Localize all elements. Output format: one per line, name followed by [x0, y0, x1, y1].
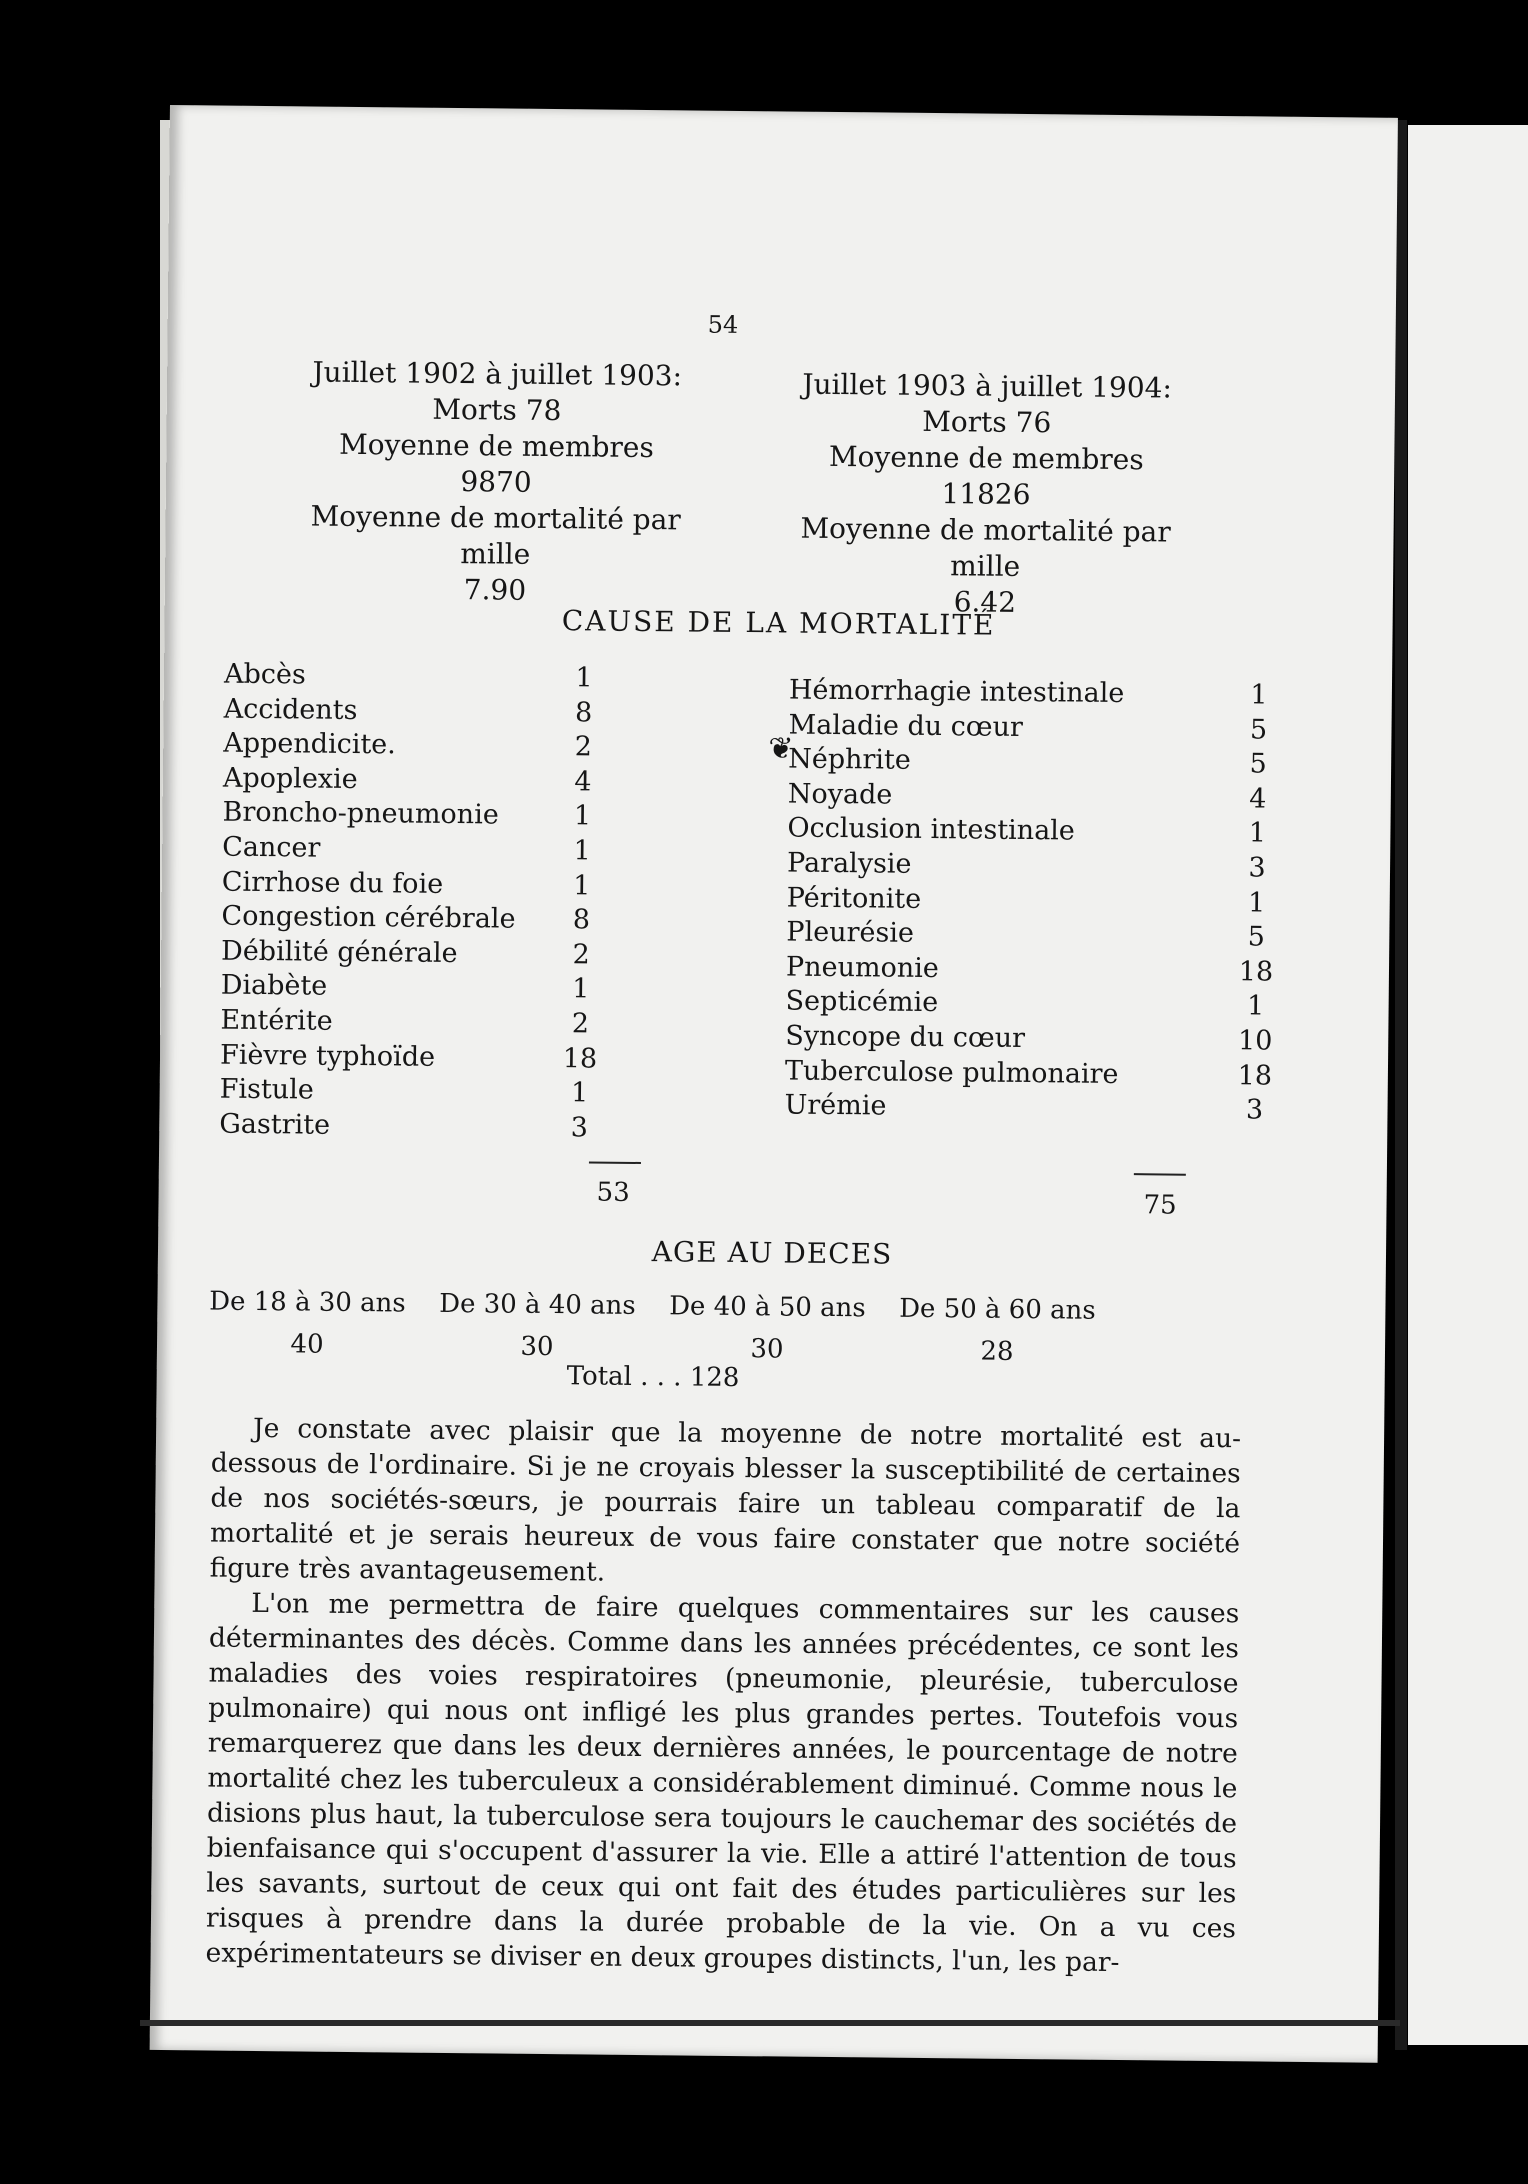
cause-row: Fistule 1 — [219, 1073, 589, 1109]
age-range: De 30 à 40 ans — [439, 1288, 636, 1321]
cause-row: Fièvre typhoïde 18 — [219, 1039, 598, 1075]
deaths-count: Morts 78 — [432, 392, 562, 428]
cause-row: Pneumonie 18 — [785, 951, 1274, 988]
cause-row: Paralysie 3 — [786, 847, 1266, 884]
cause-row: Cancer 1 — [222, 831, 591, 867]
age-count: 30 — [520, 1331, 554, 1363]
cause-row: Broncho-pneumonie 1 — [222, 796, 592, 832]
cause-row: Syncope du cœur 10 — [785, 1020, 1273, 1057]
printers-mark-icon: ❦ — [768, 731, 794, 767]
page-number: 54 — [707, 310, 739, 339]
members-value: 9870 — [460, 465, 532, 499]
mortality-label: Moyenne de mortalité par mille — [800, 511, 1171, 583]
cause-row: Diabète 1 — [220, 969, 590, 1005]
body-text — [205, 1411, 1241, 1982]
cause-row: Gastrite 3 — [219, 1108, 589, 1144]
cause-row: Pleurésie 5 — [786, 916, 1266, 953]
cause-row: Abcès 1 — [223, 658, 593, 694]
age-range: De 40 à 50 ans — [669, 1291, 866, 1324]
mortality-value: 7.90 — [463, 573, 527, 607]
cause-row: Néphrite 5 — [788, 743, 1267, 780]
age-title: AGE AU DECES — [651, 1235, 893, 1271]
age-groups — [188, 1280, 1278, 1367]
cause-row: Accidents 8 — [223, 693, 593, 729]
paragraph: Je constate avec plaisir que la moyenne de notre mortalité est au-dessous de l'ordinaire. Si je ne croyais blesser la susceptibilité de certaines de nos sociétés-sœurs, je pourrais faire un tableau comparatif de la mortalité et je serais heureux de vous faire constater que notre société figure très avantageusement. — [209, 1412, 1242, 1588]
age-count: 30 — [750, 1334, 784, 1365]
stats-1902-1903 — [275, 354, 718, 611]
period-label: Juillet 1903 à juillet 1904: — [802, 367, 1173, 405]
age-count: 28 — [980, 1336, 1014, 1367]
cause-row: Septicémie 1 — [785, 985, 1265, 1022]
cause-row: Tuberculose pulmonaire 18 — [784, 1055, 1273, 1092]
age-count: 40 — [290, 1329, 324, 1360]
deaths-count: Morts 76 — [922, 404, 1052, 440]
paragraph: L'on me permettra de faire quelques commentaires sur les causes déterminantes des décès. Comme dans les années précédentes, ce sont les maladies des voies respiratoires (pneumonie, pleurésie, tuberculose pulmonaire) qui nous ont infligé les plus grandes pertes. Toutefois vous remarquerez que dans les deux dernières années, le pourcentage de notre mortalité chez les tuberculeux a considérablement diminué. Comme nous le disions plus haut, la tuberculose sera toujours le cauchemar des sociétés de bienfaisance qui s'occupent d'assurer la vie. Elle a attiré l'attention de tous les savants, surtout de ceux qui ont fait des études particulières sur les risques à prendre dans la durée probable de la vie. On a vu ces expérimentateurs se diviser en deux groupes distincts, l'un, les par- — [205, 1587, 1240, 1979]
cause-row: Hémorrhagie intestinale 1 — [788, 674, 1268, 711]
members-label: Moyenne de membres — [828, 439, 1144, 477]
age-group — [187, 1280, 428, 1367]
mortality-label: Moyenne de mortalité par mille — [310, 499, 681, 571]
period-label: Juillet 1902 à juillet 1903: — [312, 355, 683, 393]
cause-title: CAUSE DE LA MORTALITÉ — [561, 604, 996, 642]
age-range: De 50 à 60 ans — [898, 1293, 1096, 1326]
sum-rule-right — [1134, 1173, 1186, 1176]
cause-row: Noyade 4 — [787, 778, 1267, 815]
mortality-value: 6.42 — [953, 585, 1017, 619]
age-group — [877, 1287, 1118, 1374]
cause-row: Péritonite 1 — [786, 882, 1266, 919]
cause-row: Apoplexie 4 — [222, 762, 592, 798]
total-left: 53 — [596, 1177, 630, 1208]
cause-row: Urémie 3 — [784, 1089, 1264, 1126]
age-range: De 18 à 30 ans — [209, 1286, 406, 1319]
cause-row: Cirrhose du foie 1 — [221, 866, 591, 902]
document-page — [150, 105, 1398, 2063]
facing-page — [1408, 125, 1528, 2045]
total-right: 75 — [1143, 1190, 1177, 1221]
cause-row: Entérite 2 — [220, 1004, 590, 1040]
members-value: 11826 — [941, 477, 1031, 512]
age-total: Total . . . 128 — [566, 1361, 740, 1394]
cause-row: Appendicite. 2 — [223, 727, 593, 763]
cause-row: Congestion cérébrale 8 — [221, 900, 591, 936]
book-spine — [1395, 120, 1407, 2050]
cause-row: Occlusion intestinale 1 — [787, 812, 1267, 849]
page-bottom-edge — [140, 2020, 1400, 2026]
cause-row: Maladie du cœur 5 — [788, 709, 1268, 746]
cause-row: Débilité générale 2 — [220, 935, 590, 971]
cause-list-left — [219, 658, 614, 1146]
cause-list-right — [784, 674, 1289, 1129]
age-group — [417, 1283, 658, 1370]
members-label: Moyenne de membres — [338, 427, 655, 465]
sum-rule-left — [589, 1161, 641, 1164]
age-group — [647, 1285, 888, 1372]
stats-1903-1904 — [765, 366, 1208, 623]
